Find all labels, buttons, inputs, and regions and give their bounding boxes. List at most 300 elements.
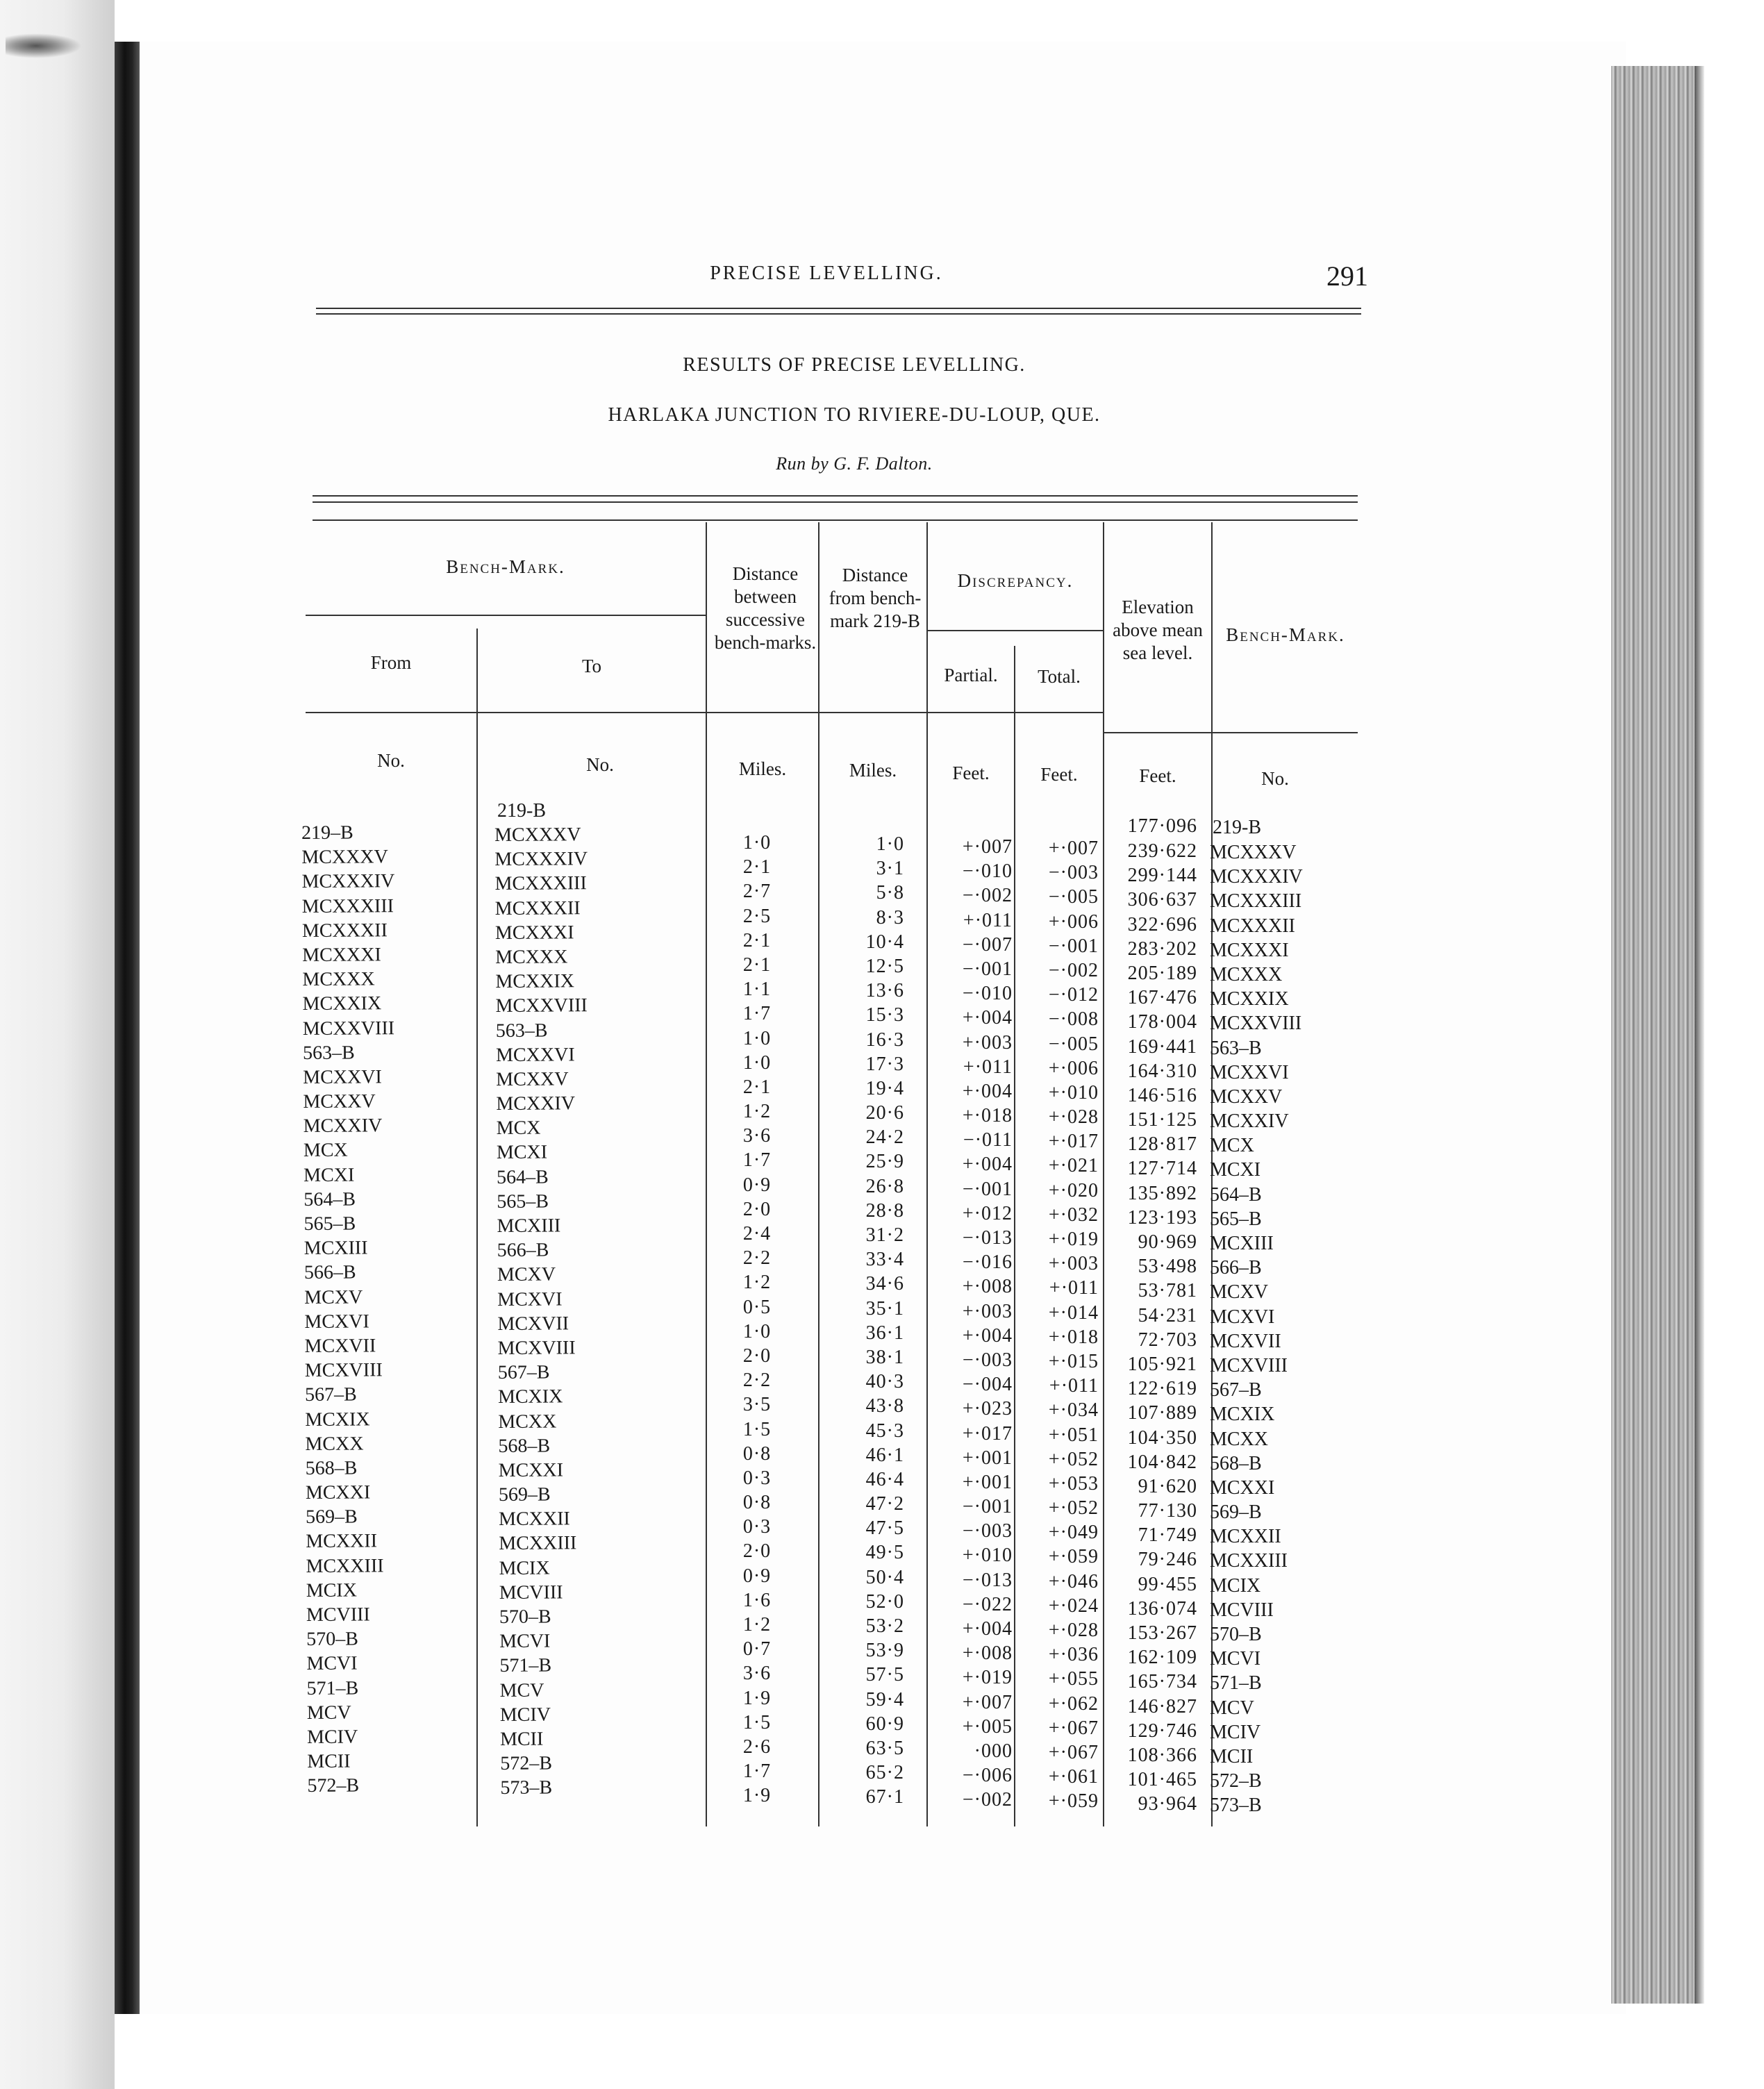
cell-distance-from: 31·2 <box>865 1224 904 1246</box>
cell-partial: +·017 <box>962 1422 1013 1445</box>
header-discrepancy: Discrepancy. <box>957 570 1074 591</box>
cell-distance-between: 0·7 <box>742 1638 772 1661</box>
cell-distance-from: 40·3 <box>865 1371 904 1393</box>
cell-elevation: 165·734 <box>1127 1671 1197 1693</box>
cell-distance-from: 8·3 <box>876 906 904 929</box>
cell-elevation: 90·969 <box>1138 1231 1197 1253</box>
cell-partial: −·016 <box>962 1251 1013 1274</box>
cell-bench-mark: MCXXIX <box>1210 988 1289 1010</box>
cell-bench-mark: MCXXIII <box>1210 1550 1288 1572</box>
cell-distance-between: 2·5 <box>742 905 772 927</box>
cell-to: MCXXIX <box>495 970 575 993</box>
cell-distance-from: 67·1 <box>865 1786 904 1808</box>
cell-distance-from: 45·3 <box>865 1420 904 1442</box>
cell-total: +·019 <box>1048 1229 1099 1250</box>
cell-distance-from: 16·3 <box>865 1029 904 1051</box>
cell-distance-from: 35·1 <box>865 1297 904 1320</box>
col-sep-3 <box>926 522 928 1826</box>
cell-distance-between: 1·7 <box>742 1761 772 1783</box>
cell-partial: −·013 <box>962 1569 1013 1591</box>
cell-distance-between: 1·2 <box>742 1101 772 1123</box>
cell-bench-mark: MCXX <box>1210 1428 1269 1450</box>
cell-distance-between: 1·6 <box>742 1589 772 1611</box>
cell-partial: −·002 <box>962 1789 1013 1811</box>
cell-to: MCXIII <box>497 1215 561 1237</box>
cell-bench-mark: MCXXXV <box>1210 842 1297 863</box>
cell-partial: +·008 <box>962 1276 1013 1298</box>
cell-distance-between: 2·6 <box>742 1736 772 1758</box>
cell-to: MCXXIV <box>496 1092 576 1115</box>
cell-elevation: 107·889 <box>1127 1402 1197 1424</box>
cell-bench-mark: MCXVI <box>1210 1306 1275 1328</box>
cell-to: MCXXXII <box>494 897 581 919</box>
cell-from: 570–B <box>306 1628 358 1651</box>
col-sep-2 <box>818 522 819 1826</box>
cell-distance-between: 1·0 <box>742 1027 772 1049</box>
cell-distance-from: 65·2 <box>865 1762 904 1784</box>
cell-distance-from: 17·3 <box>865 1053 904 1075</box>
cell-bench-mark: MCXVIII <box>1210 1354 1288 1376</box>
cell-from: 566–B <box>303 1261 356 1284</box>
cell-total: +·067 <box>1048 1741 1099 1763</box>
cell-distance-from: 43·8 <box>865 1395 904 1417</box>
cell-distance-from: 34·6 <box>865 1273 904 1295</box>
cell-distance-between: 2·4 <box>742 1223 772 1245</box>
cell-partial: −·004 <box>962 1374 1013 1396</box>
cell-partial: −·022 <box>962 1593 1013 1615</box>
cell-partial: −·001 <box>962 958 1013 980</box>
col-sep-1 <box>706 522 707 1826</box>
cell-from: MCXXVIII <box>302 1017 395 1040</box>
unit-distance-from: Miles. <box>849 760 897 781</box>
cell-bench-mark: MCXXVIII <box>1210 1013 1302 1035</box>
unit-to: No. <box>586 754 614 775</box>
cell-elevation: 239·622 <box>1127 840 1197 862</box>
cell-from: 572–B <box>307 1774 360 1797</box>
cell-bench-mark: 567–B <box>1210 1379 1262 1401</box>
cell-elevation: 146·827 <box>1127 1695 1197 1717</box>
cell-from: 219–B <box>301 822 353 844</box>
cell-elevation: 135·892 <box>1127 1182 1197 1204</box>
cell-total: +·003 <box>1048 1253 1099 1275</box>
cell-from: MCXXXI <box>302 944 381 966</box>
cell-distance-from: 36·1 <box>865 1322 904 1344</box>
cell-from: 565–B <box>303 1213 356 1235</box>
cell-distance-between: 2·0 <box>742 1198 772 1220</box>
cell-elevation: 99·455 <box>1138 1573 1197 1595</box>
cell-from: MCXXIX <box>302 992 382 1015</box>
cell-distance-from: 5·8 <box>876 882 904 904</box>
cell-partial: +·011 <box>963 909 1013 931</box>
cell-to: MCVI <box>499 1630 551 1653</box>
header-distance-from: Distance from bench-mark 219-B <box>829 565 922 631</box>
cell-elevation: 162·109 <box>1127 1647 1197 1669</box>
table-top-rule-2 <box>313 501 1358 503</box>
cell-bench-mark: MCXI <box>1210 1159 1261 1181</box>
cell-total: +·014 <box>1048 1301 1099 1324</box>
cell-bench-mark: MCVI <box>1210 1648 1261 1670</box>
cell-distance-from: 15·3 <box>865 1004 904 1026</box>
cell-elevation: 101·465 <box>1127 1769 1197 1791</box>
cell-from: MCV <box>306 1701 351 1724</box>
cell-distance-between: 2·1 <box>742 1076 772 1098</box>
cell-partial: +·001 <box>962 1471 1013 1493</box>
cell-partial: +·004 <box>962 1080 1013 1102</box>
header-bench-mark-right: Bench-Mark. <box>1226 624 1345 645</box>
cell-total: +·036 <box>1048 1644 1099 1666</box>
cell-distance-between: 2·0 <box>742 1540 772 1563</box>
cell-elevation: 322·696 <box>1127 913 1197 935</box>
cell-from: MCXX <box>305 1433 364 1455</box>
cell-total: +·059 <box>1048 1790 1099 1813</box>
cell-total: +·006 <box>1048 910 1099 933</box>
column-bench-mark-right <box>1210 840 1303 1818</box>
cell-bench-mark: MCXXI <box>1210 1476 1275 1499</box>
cell-total: +·052 <box>1048 1497 1099 1520</box>
cell-partial: −·010 <box>962 983 1013 1005</box>
cell-total: +·011 <box>1049 1277 1099 1299</box>
cell-partial: −·002 <box>962 885 1013 907</box>
cell-partial: +·003 <box>962 1300 1013 1322</box>
cell-elevation: 53·498 <box>1138 1256 1197 1278</box>
start-row-elevation: 177·096 <box>1127 815 1197 837</box>
cell-total: −·012 <box>1048 984 1099 1006</box>
cell-distance-from: 59·4 <box>865 1688 904 1711</box>
cell-bench-mark: MCXXXI <box>1210 939 1289 961</box>
cell-partial: −·011 <box>963 1129 1013 1151</box>
cell-partial: +·023 <box>962 1398 1013 1420</box>
cell-total: −·005 <box>1048 886 1099 908</box>
cell-bench-mark: MCXXII <box>1210 1526 1281 1548</box>
cell-bench-mark: MCXIII <box>1210 1233 1274 1254</box>
unit-distance-between: Miles. <box>738 758 787 779</box>
run-by: Run by G. F. Dalton. <box>776 453 933 474</box>
cell-from: MCXVI <box>304 1310 369 1333</box>
page-edges-shadow <box>1695 66 1704 2004</box>
cell-elevation: 108·366 <box>1127 1744 1197 1766</box>
cell-to: MCXIX <box>497 1385 563 1408</box>
table-title: RESULTS OF PRECISE LEVELLING. <box>683 354 1026 376</box>
cell-partial: +·004 <box>962 1618 1013 1640</box>
cell-bench-mark: MCXXIV <box>1210 1110 1289 1133</box>
cell-total: +·024 <box>1048 1595 1099 1617</box>
cell-to: 566–B <box>497 1239 549 1262</box>
unit-partial: Feet. <box>952 763 990 783</box>
cell-elevation: 54·231 <box>1138 1304 1197 1326</box>
cell-distance-from: 50·4 <box>865 1566 904 1588</box>
cell-distance-between: 2·2 <box>742 1370 772 1392</box>
cell-elevation: 169·441 <box>1127 1035 1197 1058</box>
cell-distance-from: 28·8 <box>865 1199 904 1222</box>
cell-distance-between: 0·3 <box>742 1467 772 1489</box>
hdr-line-bottom-right <box>1104 732 1358 733</box>
cell-bench-mark: 565–B <box>1210 1208 1262 1230</box>
cell-to: 570–B <box>499 1606 551 1628</box>
cell-from: MCXXVI <box>303 1066 382 1088</box>
cell-distance-between: 1·9 <box>742 1687 772 1709</box>
column-to <box>494 822 593 1800</box>
cell-total: +·007 <box>1048 838 1099 859</box>
col-sep-4 <box>1014 646 1015 1826</box>
cell-total: −·005 <box>1048 1033 1099 1055</box>
cell-distance-from: 46·4 <box>865 1468 904 1490</box>
column-total <box>1017 836 1099 1814</box>
header-bench-mark: Bench-Mark. <box>446 556 565 577</box>
cell-distance-from: 25·9 <box>865 1151 904 1173</box>
cell-elevation: 178·004 <box>1127 1011 1197 1033</box>
cell-to: MCXVI <box>497 1288 563 1310</box>
cell-distance-from: 46·1 <box>865 1444 904 1466</box>
cell-distance-between: 0·9 <box>742 1565 772 1587</box>
cell-distance-from: 24·2 <box>865 1126 904 1149</box>
cell-total: +·062 <box>1048 1692 1099 1715</box>
running-head: PRECISE LEVELLING. <box>710 263 943 284</box>
cell-from: MCXVII <box>304 1335 376 1357</box>
cell-bench-mark: MCIV <box>1210 1721 1261 1743</box>
cell-total: −·002 <box>1048 959 1099 981</box>
cell-from: MCXXXIII <box>301 894 394 917</box>
cell-to: MCXXVI <box>495 1043 575 1066</box>
cell-distance-between: 2·1 <box>742 954 772 976</box>
cell-bench-mark: 569–B <box>1210 1501 1262 1524</box>
cell-to: 563–B <box>495 1019 548 1042</box>
cell-partial: +·004 <box>962 1154 1013 1176</box>
cell-from: MCXXII <box>306 1530 378 1553</box>
cell-distance-from: 20·6 <box>865 1102 904 1124</box>
cell-distance-between: 1·7 <box>742 1149 772 1172</box>
header-elevation: Elevation above mean sea level. <box>1113 597 1203 663</box>
cell-distance-from: 13·6 <box>865 980 904 1002</box>
cell-partial: −·001 <box>962 1496 1013 1518</box>
cell-bench-mark: 563–B <box>1210 1037 1262 1059</box>
cell-bench-mark: MCXIX <box>1210 1404 1275 1426</box>
cell-elevation: 93·964 <box>1138 1793 1197 1815</box>
cell-total: +·010 <box>1048 1081 1099 1104</box>
hdr-line-benchmark <box>306 615 706 616</box>
cell-elevation: 91·620 <box>1138 1475 1197 1497</box>
cell-bench-mark: 572–B <box>1210 1770 1262 1792</box>
header-partial: Partial. <box>944 665 998 685</box>
cell-distance-between: 2·1 <box>742 929 772 951</box>
cell-total: +·006 <box>1048 1057 1099 1079</box>
cell-bench-mark: MCXXXII <box>1210 915 1295 937</box>
page-number: 291 <box>1326 260 1368 292</box>
cell-to: MCXXX <box>495 946 568 968</box>
cell-elevation: 167·476 <box>1127 987 1197 1009</box>
cell-from: MCIV <box>306 1726 358 1748</box>
cell-distance-from: 38·1 <box>865 1346 904 1368</box>
cell-elevation: 53·781 <box>1138 1280 1197 1302</box>
cell-total: +·028 <box>1048 1620 1099 1641</box>
cell-total: −·003 <box>1048 862 1099 884</box>
cell-total: +·034 <box>1048 1399 1099 1422</box>
cell-distance-between: 0·8 <box>742 1442 772 1465</box>
cell-from: MCII <box>307 1750 351 1773</box>
cell-total: +·053 <box>1048 1472 1099 1495</box>
cell-from: MCXV <box>304 1286 363 1308</box>
cell-to: MCXXXIII <box>494 872 587 895</box>
cell-from: MCXXI <box>305 1481 371 1504</box>
cell-distance-from: 12·5 <box>865 955 904 977</box>
cell-total: +·021 <box>1048 1155 1099 1177</box>
cell-from: MCXXXV <box>301 846 388 869</box>
cell-to: MCV <box>499 1679 544 1701</box>
cell-total: +·061 <box>1048 1766 1099 1788</box>
page-edges <box>1611 66 1695 2004</box>
cell-partial: +·007 <box>962 836 1013 858</box>
cell-elevation: 129·746 <box>1127 1720 1197 1742</box>
table-subtitle: HARLAKA JUNCTION TO RIVIERE-DU-LOUP, QUE. <box>608 404 1101 426</box>
cell-from: 569–B <box>306 1506 358 1529</box>
cell-bench-mark: MCXV <box>1210 1281 1269 1304</box>
cell-distance-between: 0·3 <box>742 1516 772 1538</box>
cell-total: +·051 <box>1048 1424 1099 1446</box>
cell-partial: −·001 <box>962 1178 1013 1200</box>
cell-to: MCX <box>496 1117 541 1140</box>
cell-distance-between: 0·9 <box>742 1174 772 1196</box>
cell-from: 568–B <box>305 1457 358 1479</box>
cell-total: +·028 <box>1048 1106 1099 1129</box>
cell-elevation: 71·749 <box>1138 1524 1197 1547</box>
scan-smudge <box>6 33 82 58</box>
cell-total: +·011 <box>1049 1375 1099 1397</box>
cell-partial: +·004 <box>962 1324 1013 1347</box>
cell-from: MCXXV <box>303 1090 376 1113</box>
cell-to: MCXXIII <box>499 1532 577 1555</box>
col-sep-from-to <box>476 629 478 1826</box>
cell-elevation: 136·074 <box>1127 1597 1197 1620</box>
cell-distance-from: 53·9 <box>865 1640 904 1662</box>
cell-partial: +·003 <box>962 1031 1013 1054</box>
cell-distance-from: 57·5 <box>865 1664 904 1686</box>
cell-distance-between: 2·7 <box>742 881 772 903</box>
cell-distance-between: 1·0 <box>742 832 772 854</box>
cell-elevation: 77·130 <box>1138 1500 1197 1522</box>
cell-partial: ·000 <box>974 1740 1013 1762</box>
header-from: From <box>370 652 412 673</box>
cell-from: 571–B <box>306 1677 359 1699</box>
cell-distance-between: 1·5 <box>742 1711 772 1733</box>
cell-partial: +·018 <box>962 1105 1013 1127</box>
cell-bench-mark: MCX <box>1210 1135 1254 1157</box>
cell-total: +·055 <box>1048 1668 1099 1690</box>
cell-to: MCXXXV <box>494 824 581 846</box>
cell-from: 567–B <box>304 1383 357 1406</box>
cell-from: MCXXIV <box>303 1115 383 1138</box>
cell-elevation: 122·619 <box>1127 1378 1197 1400</box>
cell-elevation: 164·310 <box>1127 1060 1197 1082</box>
cell-to: MCXI <box>496 1141 548 1164</box>
cell-from: MCXIX <box>305 1408 370 1431</box>
header-total: Total. <box>1038 666 1081 687</box>
cell-total: +·018 <box>1048 1326 1099 1348</box>
cell-partial: +·011 <box>963 1056 1013 1078</box>
cell-to: 572–B <box>500 1752 553 1775</box>
cell-partial: +·001 <box>962 1447 1013 1469</box>
unit-elevation: Feet. <box>1139 765 1176 786</box>
cell-from: MCXIII <box>303 1237 368 1260</box>
cell-bench-mark: 570–B <box>1210 1624 1262 1645</box>
start-row-bench-mark: 219-B <box>1213 817 1261 838</box>
cell-distance-from: 1·0 <box>876 833 904 855</box>
cell-partial: +·019 <box>962 1667 1013 1689</box>
cell-bench-mark: 566–B <box>1210 1257 1262 1279</box>
cell-from: MCXI <box>303 1164 355 1186</box>
cell-distance-between: 1·0 <box>742 1051 772 1074</box>
cell-to: 568–B <box>498 1435 551 1457</box>
cell-partial: +·007 <box>962 1691 1013 1713</box>
cell-to: MCXXXI <box>494 922 574 944</box>
cell-bench-mark: MCII <box>1210 1745 1254 1767</box>
cell-elevation: 299·144 <box>1127 865 1197 887</box>
cell-elevation: 146·516 <box>1127 1084 1197 1106</box>
cell-distance-from: 47·5 <box>865 1517 904 1540</box>
cell-bench-mark: MCXXX <box>1210 963 1283 985</box>
cell-bench-mark: MCIX <box>1210 1574 1261 1597</box>
column-distance-between <box>729 831 785 1808</box>
cell-bench-mark: 568–B <box>1210 1452 1262 1474</box>
cell-distance-from: 49·5 <box>865 1542 904 1564</box>
cell-distance-from: 33·4 <box>865 1249 904 1271</box>
cell-bench-mark: 564–B <box>1210 1183 1262 1206</box>
cell-partial: +·004 <box>962 1007 1013 1029</box>
cell-distance-from: 63·5 <box>865 1737 904 1759</box>
cell-elevation: 104·842 <box>1127 1451 1197 1473</box>
cell-total: +·032 <box>1048 1204 1099 1226</box>
cell-distance-between: 3·6 <box>742 1125 772 1147</box>
start-row-to: 219-B <box>497 800 546 822</box>
unit-bench-mark-right: No. <box>1261 768 1289 789</box>
top-rule-2 <box>316 313 1361 315</box>
cell-total: +·020 <box>1048 1179 1099 1201</box>
cell-total: +·015 <box>1048 1350 1099 1372</box>
cell-distance-from: 53·2 <box>865 1615 904 1637</box>
cell-from: MCXXX <box>302 968 375 991</box>
cell-partial: −·006 <box>962 1765 1013 1787</box>
cell-to: MCVIII <box>499 1581 563 1604</box>
cell-elevation: 72·703 <box>1138 1329 1197 1351</box>
cell-to: MCXXII <box>499 1508 570 1531</box>
cell-total: +·059 <box>1048 1546 1099 1568</box>
cell-total: +·049 <box>1048 1522 1099 1544</box>
cell-from: MCX <box>303 1140 348 1162</box>
cell-total: +·017 <box>1048 1131 1099 1153</box>
cell-to: 564–B <box>497 1166 549 1188</box>
cell-to: MCXXVIII <box>495 994 588 1017</box>
cell-elevation: 306·637 <box>1127 889 1197 911</box>
cell-from: MCXVIII <box>304 1359 383 1382</box>
cell-from: MCXXXII <box>301 919 388 942</box>
cell-to: MCXVII <box>497 1313 569 1335</box>
cell-partial: −·013 <box>962 1227 1013 1249</box>
cell-distance-from: 10·4 <box>865 931 904 953</box>
cell-distance-between: 1·5 <box>742 1418 772 1440</box>
cell-elevation: 151·125 <box>1127 1109 1197 1131</box>
cell-distance-between: 2·0 <box>742 1345 772 1367</box>
cell-partial: +·012 <box>962 1202 1013 1224</box>
cell-to: 569–B <box>498 1483 551 1506</box>
cell-to: MCXX <box>498 1410 557 1433</box>
cell-distance-between: 1·1 <box>742 979 772 1001</box>
cell-elevation: 105·921 <box>1127 1353 1197 1375</box>
column-from <box>301 820 400 1798</box>
cell-elevation: 79·246 <box>1138 1549 1197 1571</box>
cell-from: MCXXIII <box>306 1554 384 1577</box>
cell-bench-mark: MCXXVI <box>1210 1061 1289 1083</box>
cell-distance-from: 19·4 <box>865 1077 904 1099</box>
cell-distance-between: 3·5 <box>742 1394 772 1416</box>
cell-elevation: 153·267 <box>1127 1622 1197 1644</box>
